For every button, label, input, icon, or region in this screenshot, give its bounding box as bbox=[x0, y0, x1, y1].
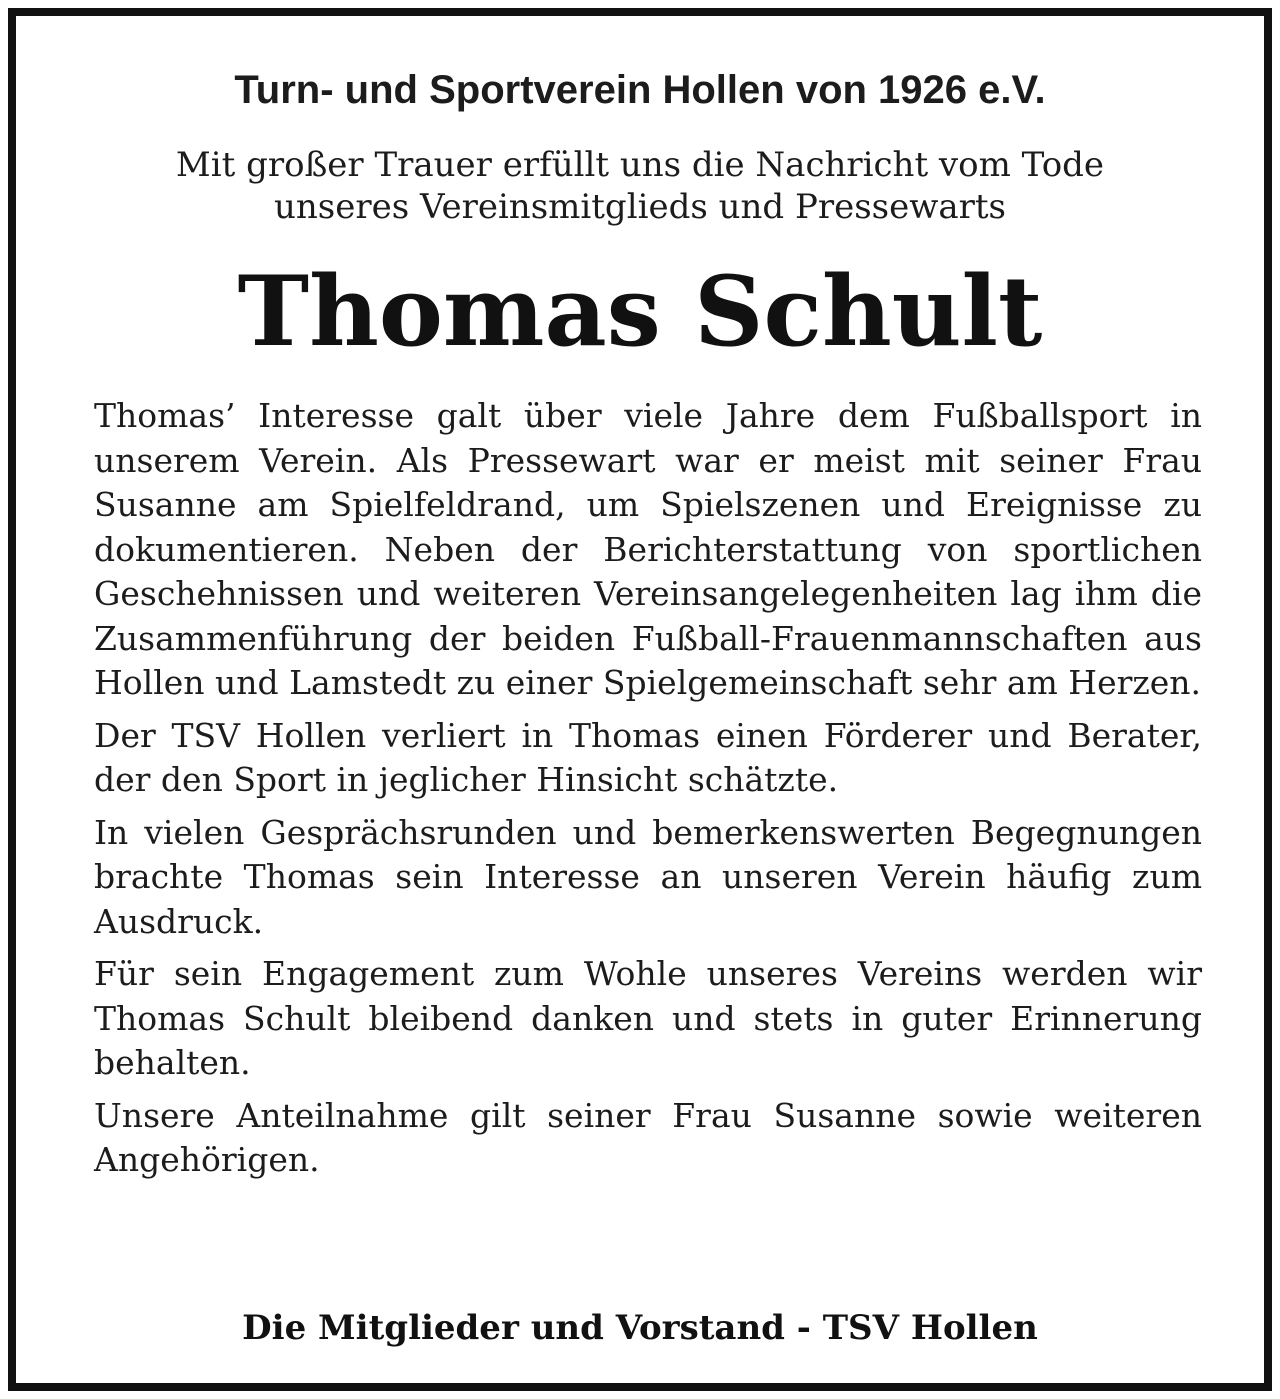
tribute-body bbox=[94, 394, 1202, 1191]
tribute-paragraph: In vielen Gesprächsrunden und bemerkenswerten Begegnungen brachte Thomas sein Interesse an unseren Verein häufig zum Ausdruck. bbox=[94, 812, 1202, 941]
intro-text bbox=[16, 144, 1264, 228]
tribute-paragraph: Unsere Anteilnahme gilt seiner Frau Susanne sowie weiteren Angehörigen. bbox=[94, 1095, 1202, 1179]
tribute-paragraph: Der TSV Hollen verliert in Thomas einen Förderer und Berater, der den Sport in jeglicher Hinsicht schätzte. bbox=[94, 715, 1202, 799]
deceased-name: Thomas Schult bbox=[237, 255, 1043, 368]
intro-line-1: Mit großer Trauer erfüllt uns die Nachricht vom Tode bbox=[175, 145, 1105, 185]
intro-line-2: unseres Vereinsmitglieds und Pressewarts bbox=[274, 187, 1006, 227]
tribute-paragraph: Thomas’ Interesse galt über viele Jahre dem Fußballsport in unserem Verein. Als Pressewart war er meist mit seiner Frau Susanne am Spielfeldrand, um Spielszenen und Ereignisse zu dokumentieren. Neben der Berichterstattung von sportlichen Geschehnissen und weiteren Vereinsangelegenheiten lag ihm die Zusammenführung der beiden Fußball-Frauenmannschaften aus Hollen und Lamstedt zu einer Spielgemeinschaft sehr am Herzen. bbox=[94, 396, 1202, 702]
signature: Die Mitglieder und Vorstand - TSV Hollen bbox=[242, 1308, 1038, 1348]
organization-header: Turn- und Sportverein Hollen von 1926 e.V. bbox=[234, 68, 1046, 112]
tribute-paragraph: Für sein Engagement zum Wohle unseres Vereins werden wir Thomas Schult bleibend danken und stets in guter Erinnerung behalten. bbox=[94, 954, 1202, 1082]
obituary-notice bbox=[8, 8, 1272, 1391]
